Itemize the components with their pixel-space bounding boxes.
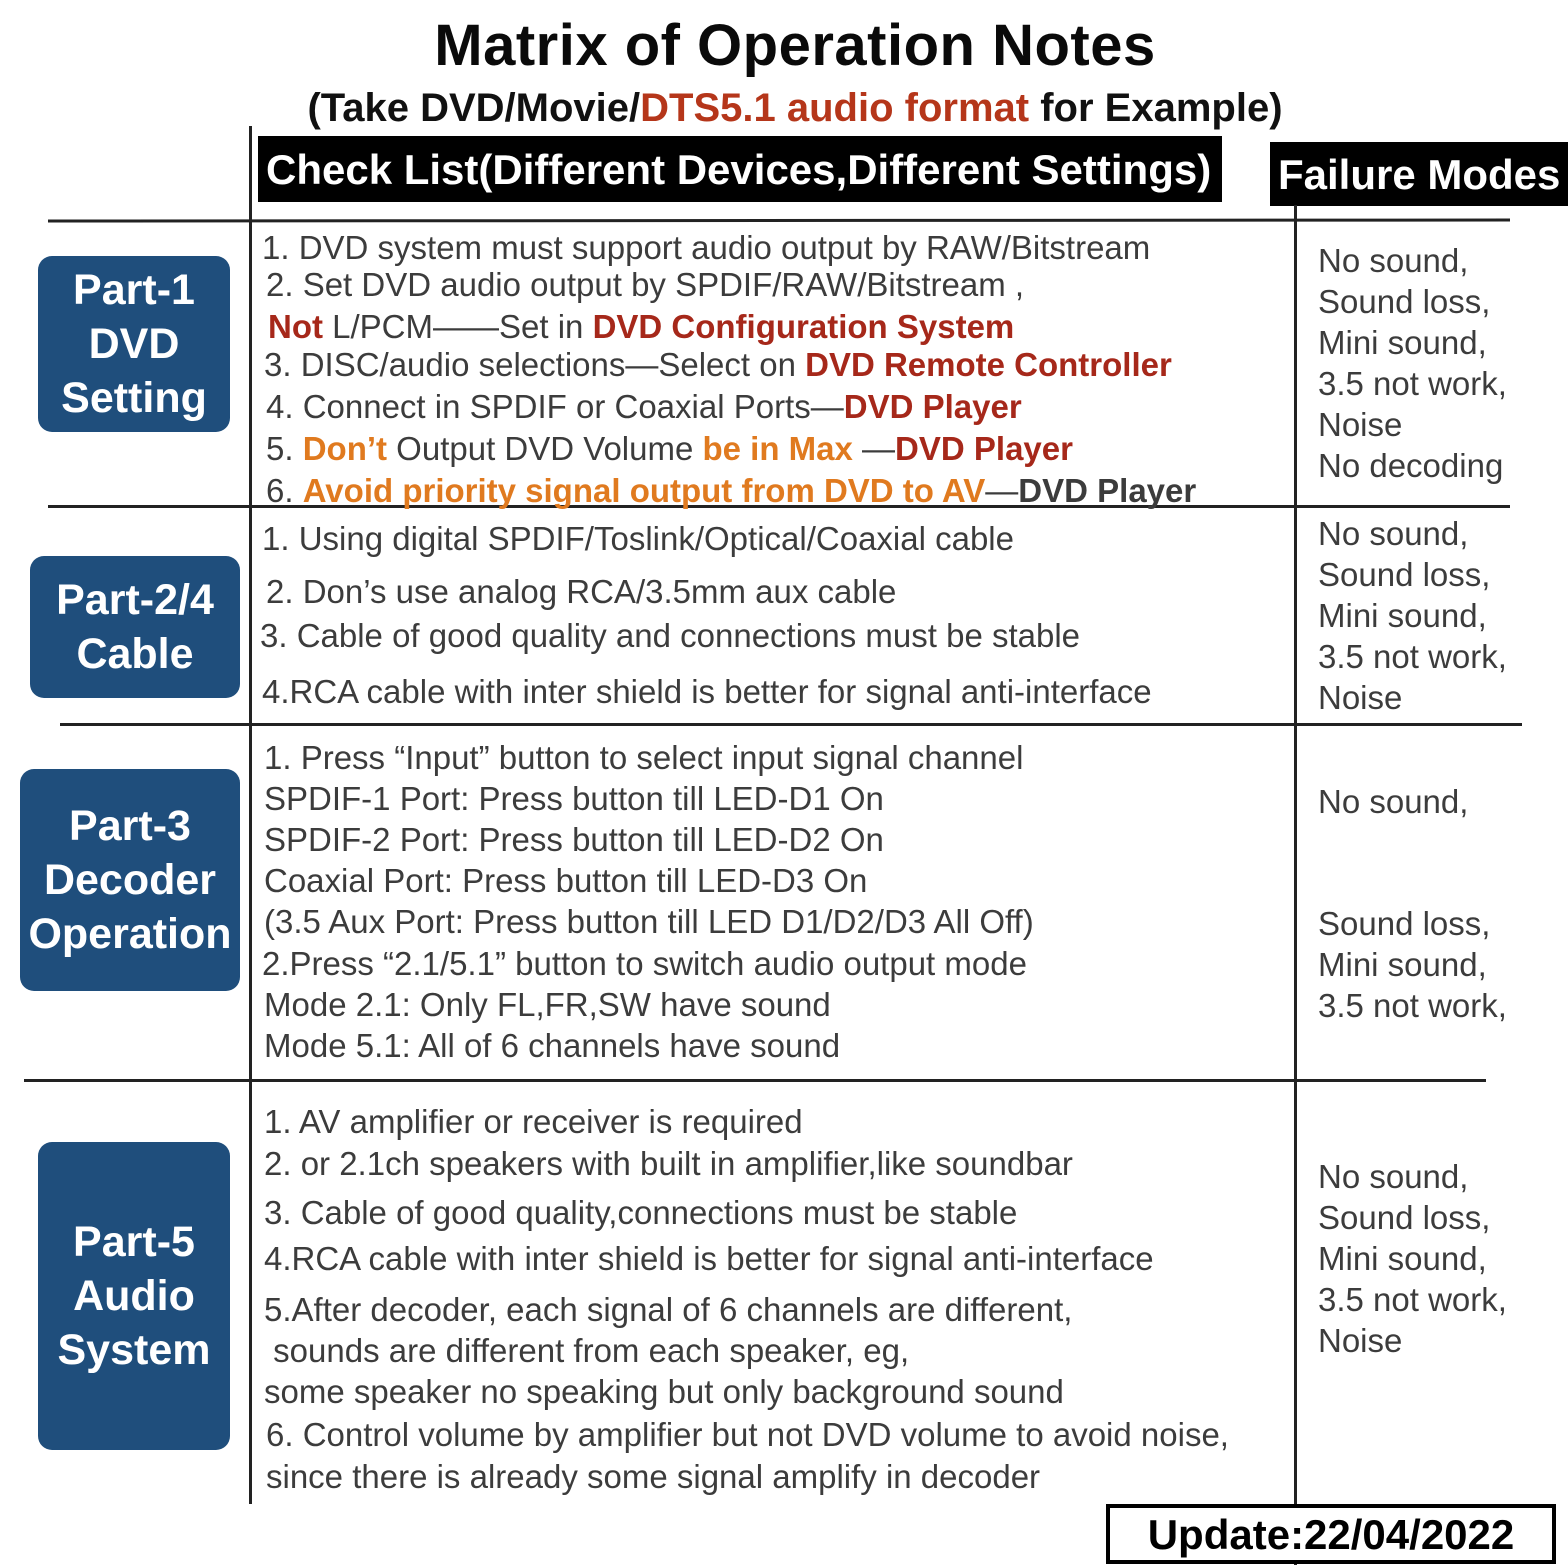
- subtitle-highlight: DTS5.1 audio format: [640, 86, 1030, 130]
- part1-item-4: [266, 387, 1022, 427]
- row-divider-3: [60, 723, 1522, 726]
- part1-item-2-text: L/PCM——Set in: [322, 308, 593, 345]
- part5-item-4: 4.RCA cable with inter shield is better for signal anti-interface: [264, 1240, 1154, 1277]
- failure-modes-part5: No sound, Sound loss, Mini sound, 3.5 not work, Noise: [1318, 1158, 1507, 1359]
- part5-item-5-cont2: some speaker no speaking but only background sound: [264, 1373, 1064, 1410]
- part-5-label: Part-5 Audio System: [38, 1142, 230, 1450]
- part1-item-5-num: 5.: [266, 430, 303, 467]
- row-divider-4: [24, 1079, 1486, 1082]
- not-keyword: Not: [268, 308, 323, 345]
- dvd-config-system: DVD Configuration System: [592, 308, 1015, 345]
- dvd-player-ref-2: DVD Player: [895, 430, 1073, 467]
- right-divider: [1294, 205, 1297, 1565]
- subtitle-suffix: for Example): [1029, 86, 1283, 130]
- page-title: Matrix of Operation Notes: [434, 13, 1156, 78]
- part1-item-4-text: 4. Connect in SPDIF or Coaxial Ports—: [266, 388, 844, 425]
- page-subtitle: [0, 86, 1568, 131]
- part1-item-5-dash: —: [852, 430, 896, 467]
- failure-modes-part1: No sound, Sound loss, Mini sound, 3.5 not work, Noise No decoding: [1318, 242, 1507, 484]
- dvd-remote-controller: DVD Remote Controller: [805, 346, 1172, 383]
- failure-modes-part2: No sound, Sound loss, Mini sound, 3.5 not work, Noise: [1318, 515, 1507, 716]
- check-list-header: Check List(Different Devices,Different Settings): [258, 136, 1222, 202]
- part5-item-5: 5.After decoder, each signal of 6 channels are different,: [264, 1291, 1073, 1328]
- left-divider: [249, 126, 252, 1504]
- part3-item-1: 1. Press “Input” button to select input signal channel: [264, 739, 1024, 776]
- part5-item-3: 3. Cable of good quality,connections must be stable: [264, 1194, 1018, 1231]
- part1-item-6: [266, 471, 1196, 511]
- part3-item-7: Mode 2.1: Only FL,FR,SW have sound: [264, 986, 831, 1023]
- part5-item-6-cont: since there is already some signal amplify in decoder: [266, 1458, 1041, 1495]
- part1-item-5: [266, 429, 1073, 469]
- subtitle-prefix: (Take DVD/Movie/: [307, 86, 641, 130]
- failure-modes-part3-a: No sound,: [1318, 783, 1469, 820]
- be-in-max: be in Max: [702, 430, 853, 467]
- part2-item-1: 1. Using digital SPDIF/Toslink/Optical/Coaxial cable: [262, 520, 1014, 557]
- part3-item-2: SPDIF-1 Port: Press button till LED-D1 On: [264, 780, 884, 817]
- part5-item-6: 6. Control volume by amplifier but not DVD volume to avoid noise,: [266, 1416, 1229, 1453]
- part1-item-2: 2. Set DVD audio output by SPDIF/RAW/Bitstream ,: [266, 266, 1025, 303]
- part2-item-3: 3. Cable of good quality and connections must be stable: [260, 617, 1081, 654]
- avoid-priority-signal: Avoid priority signal output from DVD to AV: [302, 472, 986, 509]
- part3-item-5: (3.5 Aux Port: Press button till LED D1/D2/D3 All Off): [264, 903, 1034, 940]
- failure-modes-header: Failure Modes: [1270, 142, 1568, 206]
- part3-item-4: Coaxial Port: Press button till LED-D3 On: [264, 862, 868, 899]
- part2-item-4: 4.RCA cable with inter shield is better for signal anti-interface: [262, 673, 1152, 710]
- part1-item-6-dash: —: [985, 472, 1019, 509]
- failure-modes-part3-b: Sound loss, Mini sound, 3.5 not work,: [1318, 905, 1507, 1024]
- part1-item-2-cont: [268, 307, 1014, 347]
- part1-item-3-text: 3. DISC/audio selections—Select on: [264, 346, 806, 383]
- dvd-player-ref-1: DVD Player: [843, 388, 1022, 425]
- part-3-label: Part-3 Decoder Operation: [20, 769, 240, 991]
- row-divider-1: [48, 218, 1510, 222]
- dont-keyword: Don’t: [302, 430, 388, 467]
- dvd-player-ref-3: DVD Player: [1018, 472, 1197, 509]
- part1-item-1: 1. DVD system must support audio output by RAW/Bitstream: [262, 229, 1151, 266]
- part5-item-5-cont: sounds are different from each speaker, eg,: [264, 1332, 910, 1369]
- part3-item-3: SPDIF-2 Port: Press button till LED-D2 On: [264, 821, 884, 858]
- part3-item-6: 2.Press “2.1/5.1” button to switch audio output mode: [262, 945, 1027, 982]
- part-2-label: Part-2/4 Cable: [30, 556, 240, 698]
- part1-item-6-num: 6.: [266, 472, 303, 509]
- part1-item-3: [264, 345, 1172, 385]
- part5-item-2: 2. or 2.1ch speakers with built in amplifier,like soundbar: [264, 1145, 1073, 1182]
- part1-item-5-text: Output DVD Volume: [387, 430, 703, 467]
- part2-item-2: 2. Don’s use analog RCA/3.5mm aux cable: [266, 573, 897, 610]
- part3-item-8: Mode 5.1: All of 6 channels have sound: [264, 1027, 841, 1064]
- part5-item-1: 1. AV amplifier or receiver is required: [264, 1103, 803, 1140]
- update-date: Update:22/04/2022: [1106, 1504, 1556, 1564]
- part-1-label: Part-1 DVD Setting: [38, 256, 230, 432]
